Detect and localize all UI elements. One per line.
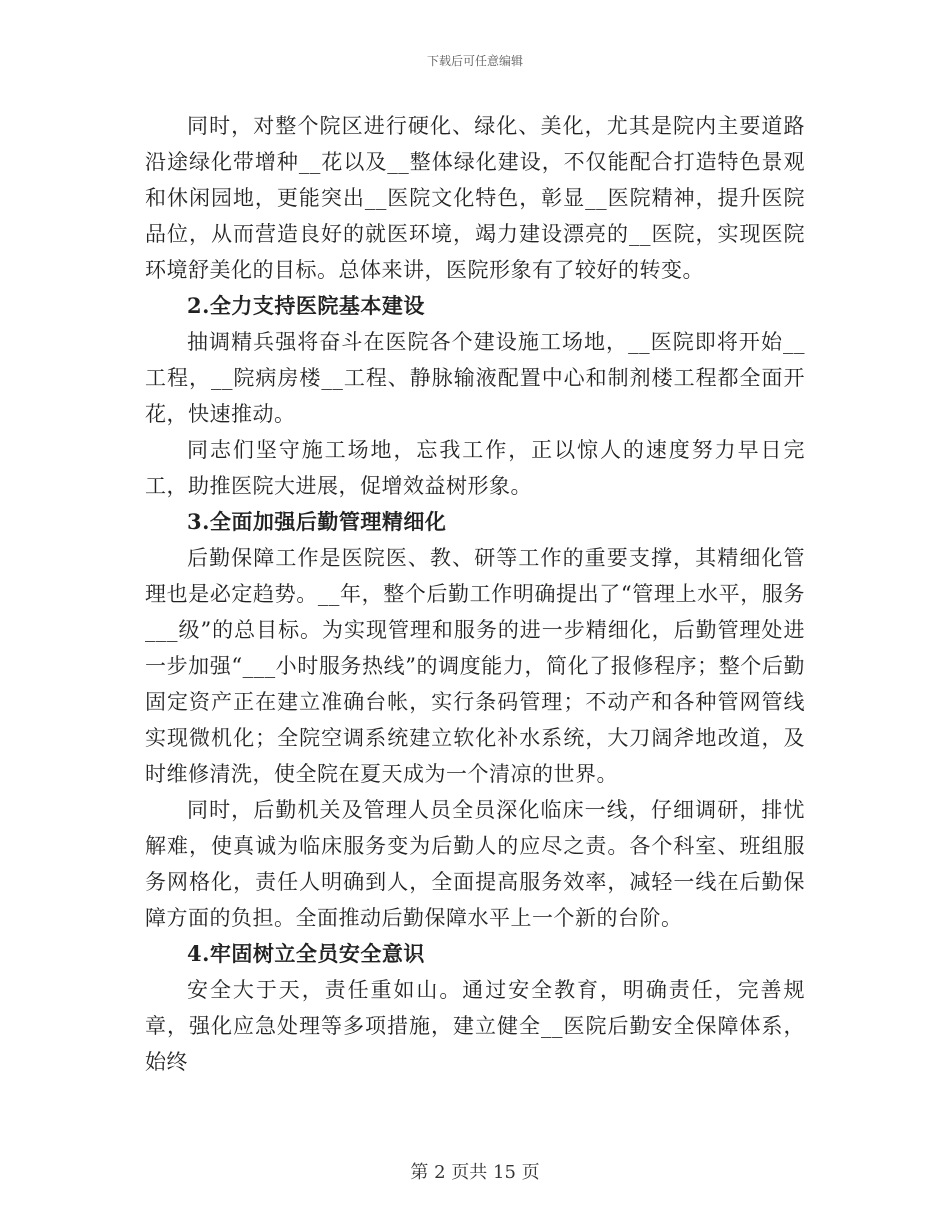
paragraph: 安全大于天，责任重如山。通过安全教育，明确责任，完善规章，强化应急处理等多项措施，建立健全__医院后勤安全保障体系，始终 [145,978,805,1074]
paragraph: 抽调精兵强将奋斗在医院各个建设施工场地，__医院即将开始__工程，__院病房楼__工程、静脉输液配置中心和制剂楼工程都全面开花，快速推动。 [145,330,805,426]
paragraph: 同时，对整个院区进行硬化、绿化、美化，尤其是院内主要道路沿途绿化带增种__花以及__整体绿化建设，不仅能配合打造特色景观和休闲园地，更能突出__医院文化特色，彰显__医院精神，提升医院品位，从而营造良好的就医环境，竭力建设漂亮的__医院，实现医院环境舒美化的目标。总体来讲，医院形象有了较好的转变。 [145,114,805,282]
paragraph: 同志们坚守施工场地，忘我工作，正以惊人的速度努力早日完工，助推医院大进展，促增效益树形象。 [145,438,805,498]
section-heading: 2.全力支持医院基本建设 [187,293,425,318]
section-heading: 4.牢固树立全员安全意识 [187,941,425,966]
document-body [145,108,805,1080]
section-heading: 3.全面加强后勤管理精细化 [187,509,447,534]
paragraph: 同时，后勤机关及管理人员全员深化临床一线，仔细调研，排忧解难，使真诚为临床服务变为后勤人的应尽之责。各个科室、班组服务网格化，责任人明确到人，全面提高服务效率，减轻一线在后勤保障方面的负担。全面推动后勤保障水平上一个新的台阶。 [145,798,805,930]
page-header: 下载后可任意编辑 [426,54,523,68]
page-footer: 第 2 页共 15 页 [410,1162,540,1183]
paragraph: 后勤保障工作是医院医、教、研等工作的重要支撑，其精细化管理也是必定趋势。__年，整个后勤工作明确提出了“管理上水平，服务___级”的总目标。为实现管理和服务的进一步精细化，后勤管理处进一步加强“___小时服务热线”的调度能力，简化了报修程序；整个后勤固定资产正在建立准确台帐，实行条码管理；不动产和各种管网管线实现微机化；全院空调系统建立软化补水系统，大刀阔斧地改道，及时维修清洗，使全院在夏天成为一个清凉的世界。 [145,546,805,786]
